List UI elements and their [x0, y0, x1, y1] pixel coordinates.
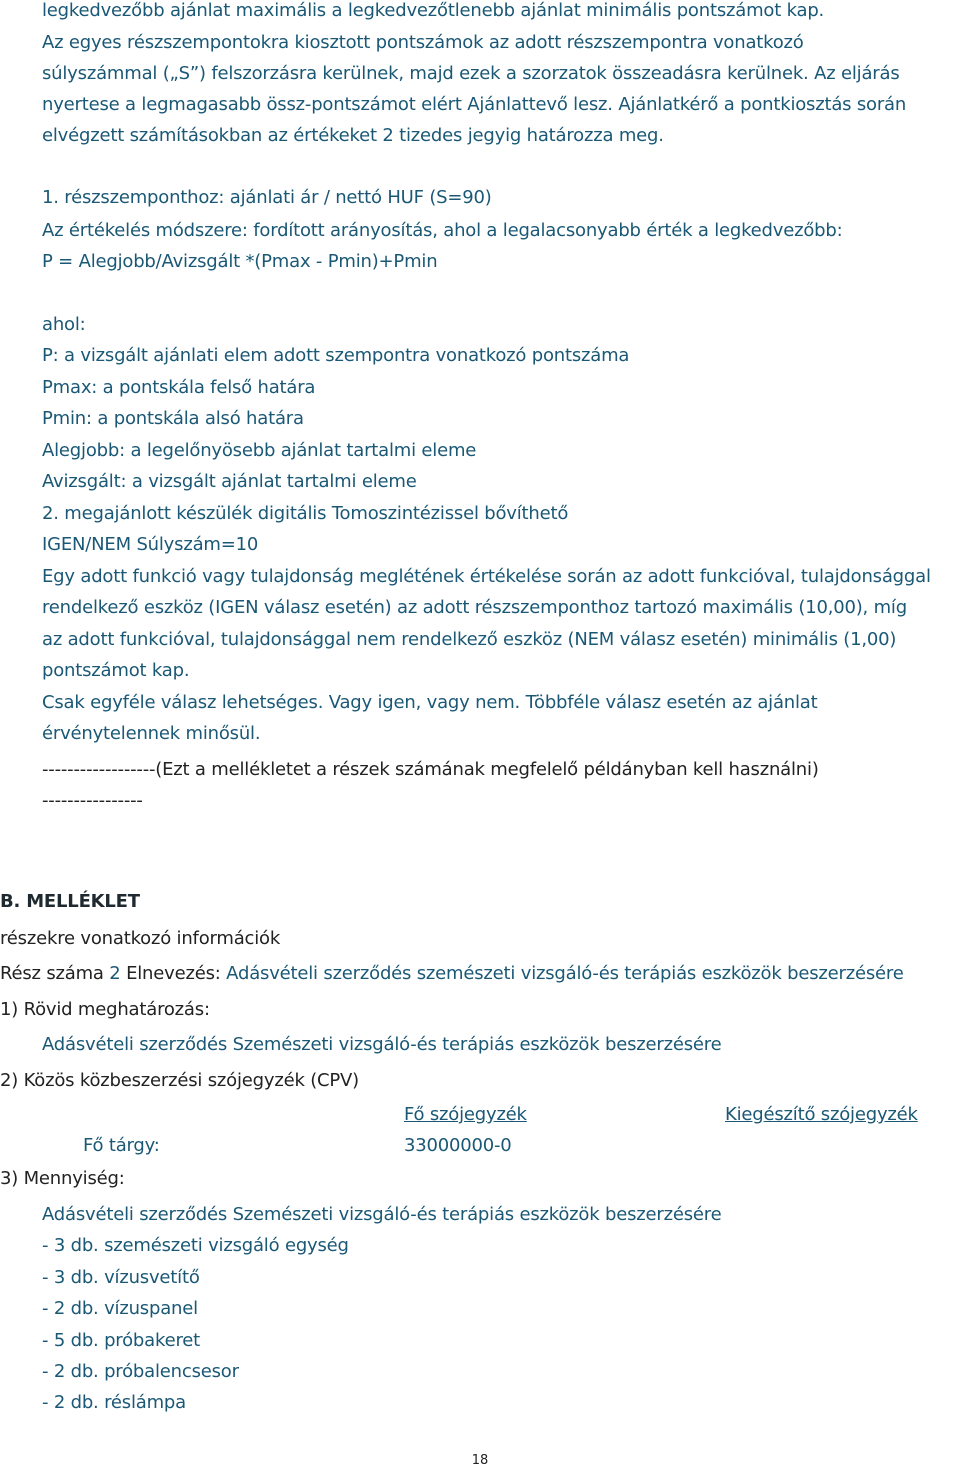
cpv-main-header: Fő szójegyzék — [404, 1104, 527, 1125]
short-definition-value: Adásvételi szerződés Szemészeti vizsgáló-és terápiás eszközök beszerzésére — [42, 1034, 722, 1055]
list-item: - 2 db. vízuspanel — [42, 1298, 198, 1319]
criterion-1-formula: P = Alegjobb/Avizsgált *(Pmax - Pmin)+Pmin — [42, 251, 438, 272]
description-line: pontszámot kap. — [42, 660, 190, 681]
paragraph-line: legkedvezőbb ajánlat maximális a legkedvezőtlenebb ajánlat minimális pontszámot kap. — [42, 0, 825, 21]
list-item: - 5 db. próbakeret — [42, 1330, 200, 1351]
single-answer-line: érvénytelennek minősül. — [42, 723, 261, 744]
criterion-2-weight: IGEN/NEM Súlyszám=10 — [42, 534, 259, 555]
paragraph-line: elvégzett számításokban az értékeket 2 tizedes jegyig határozza meg. — [42, 125, 664, 146]
description-line: rendelkező eszköz (IGEN válasz esetén) az adott részszemponthoz tartozó maximális (10,00), míg — [42, 597, 907, 618]
list-item: - 3 db. vízusvetítő — [42, 1267, 200, 1288]
page-number: 18 — [471, 1453, 489, 1468]
separator-line: ---------------- — [42, 790, 143, 811]
annex-subtitle: részekre vonatkozó információk — [0, 928, 281, 949]
description-line: Egy adott funkció vagy tulajdonság meglétének értékelése során az adott funkcióval, tulajdonsággal — [42, 566, 931, 587]
name-value: Adásvételi szerződés szemészeti vizsgáló-és terápiás eszközök beszerzésére — [226, 963, 904, 984]
paragraph-line: nyertese a legmagasabb össz-pontszámot elért Ajánlattevő lesz. Ajánlatkérő a pontkiosztás során — [42, 94, 907, 115]
cpv-row-value: 33000000-0 — [404, 1135, 512, 1156]
description-line: az adott funkcióval, tulajdonsággal nem rendelkező eszköz (NEM válasz esetén) minimális (1,00) — [42, 629, 897, 650]
quantity-intro: Adásvételi szerződés Szemészeti vizsgáló-és terápiás eszközök beszerzésére — [42, 1204, 722, 1225]
cpv-label: 2) Közös közbeszerzési szójegyzék (CPV) — [0, 1070, 359, 1091]
separator-line: ------------------(Ezt a mellékletet a részek számának megfelelő példányban kell használni) — [42, 759, 819, 780]
cpv-supplementary-header: Kiegészítő szójegyzék — [725, 1104, 918, 1125]
name-label: Elnevezés: — [126, 963, 221, 984]
annex-title: B. MELLÉKLET — [0, 891, 140, 912]
definition-item: Avizsgált: a vizsgált ajánlat tartalmi eleme — [42, 471, 417, 492]
where-label: ahol: — [42, 314, 86, 335]
criterion-2-heading: 2. megajánlott készülék digitális Tomoszintézissel bővíthető — [42, 503, 569, 524]
definition-item: Alegjobb: a legelőnyösebb ajánlat tartalmi eleme — [42, 440, 477, 461]
definition-item: Pmin: a pontskála alsó határa — [42, 408, 304, 429]
single-answer-line: Csak egyféle válasz lehetséges. Vagy igen, vagy nem. Többféle válasz esetén az ajánlat — [42, 692, 818, 713]
part-label: Rész száma — [0, 963, 104, 984]
definition-item: P: a vizsgált ajánlati elem adott szempontra vonatkozó pontszáma — [42, 345, 630, 366]
list-item: - 2 db. réslámpa — [42, 1392, 186, 1413]
cpv-row-label: Fő tárgy: — [83, 1135, 160, 1156]
paragraph-line: súlyszámmal („S”) felszorzásra kerülnek, majd ezek a szorzatok összeadásra kerülnek. Az eljárás — [42, 63, 900, 84]
paragraph-line: Az egyes részszempontokra kiosztott pontszámok az adott részszempontra vonatkozó — [42, 32, 804, 53]
list-item: - 3 db. szemészeti vizsgáló egység — [42, 1235, 349, 1256]
part-name-row — [0, 963, 904, 985]
short-definition-label: 1) Rövid meghatározás: — [0, 999, 210, 1020]
criterion-1-heading: 1. részszemponthoz: ajánlati ár / nettó HUF (S=90) — [42, 187, 492, 208]
definition-item: Pmax: a pontskála felső határa — [42, 377, 316, 398]
part-number: 2 — [109, 963, 121, 984]
criterion-1-method: Az értékelés módszere: fordított arányosítás, ahol a legalacsonyabb érték a legkedvezőbb: — [42, 220, 843, 241]
quantity-label: 3) Mennyiség: — [0, 1168, 125, 1189]
list-item: - 2 db. próbalencsesor — [42, 1361, 239, 1382]
